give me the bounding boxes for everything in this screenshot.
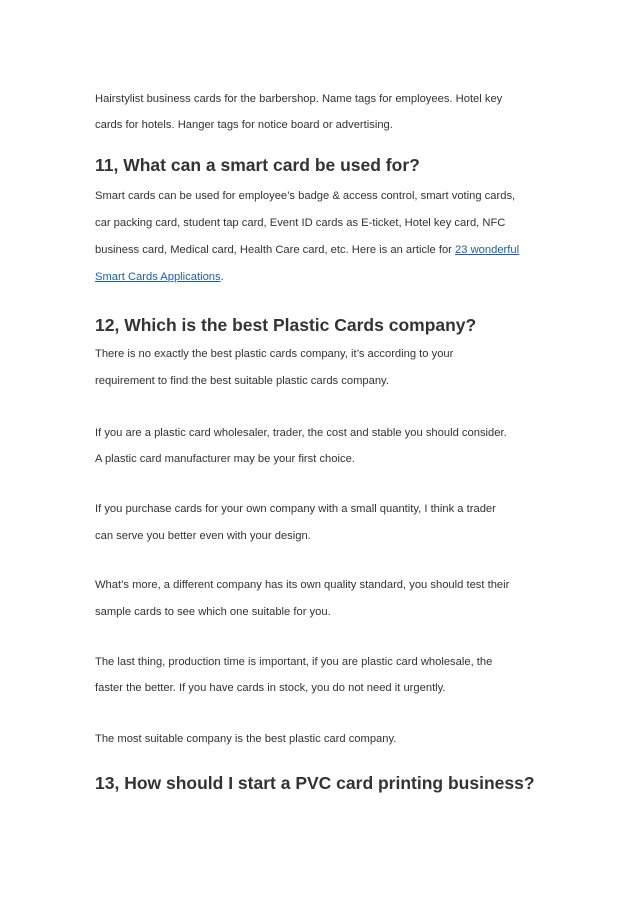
intro-line-1: Hairstylist business cards for the barbershop. Name tags for employees. Hotel key — [95, 93, 503, 105]
section-12-p3-line-2: can serve you better even with your design. — [95, 530, 311, 542]
smart-cards-article-link-cont[interactable]: Smart Cards Applications — [95, 271, 221, 283]
section-12-p6-line-1: The most suitable company is the best plastic card company. — [95, 733, 397, 745]
section-12-p1-line-1: There is no exactly the best plastic cards company, it’s according to your — [95, 348, 454, 360]
section-12-p5-line-1: The last thing, production time is important, if you are plastic card wholesale, the — [95, 656, 493, 668]
section-12-p2-line-2: A plastic card manufacturer may be your first choice. — [95, 453, 355, 465]
section-11-line-4-tail: . — [220, 271, 224, 283]
section-11-line-3 — [95, 243, 519, 257]
section-11-line-3-text: business card, Medical card, Health Care card, etc. Here is an article for — [95, 244, 456, 256]
section-12-p1-line-2: requirement to find the best suitable plastic cards company. — [95, 375, 389, 387]
section-12-p3-line-1: If you purchase cards for your own company with a small quantity, I think a trader — [95, 503, 496, 515]
section-11-line-2: car packing card, student tap card, Event ID cards as E-ticket, Hotel key card, NFC — [95, 217, 506, 229]
smart-cards-article-link[interactable]: 23 wonderful — [455, 244, 520, 256]
intro-line-2: cards for hotels. Hanger tags for notice board or advertising. — [95, 119, 393, 131]
section-12-p5-line-2: faster the better. If you have cards in stock, you do not need it urgently. — [95, 682, 446, 694]
section-12-p2-line-1: If you are a plastic card wholesaler, trader, the cost and stable you should consider. — [95, 427, 507, 439]
section-13-heading: 13, How should I start a PVC card printing business? — [95, 773, 535, 793]
section-11-line-4 — [95, 270, 224, 284]
section-12-p4-line-1: What’s more, a different company has its own quality standard, you should test their — [95, 579, 510, 591]
section-11-heading: 11, What can a smart card be used for? — [95, 155, 420, 175]
section-12-p4-line-2: sample cards to see which one suitable for you. — [95, 606, 331, 618]
section-12-heading: 12, Which is the best Plastic Cards company? — [95, 315, 477, 335]
section-11-line-1: Smart cards can be used for employee’s badge & access control, smart voting cards, — [95, 190, 516, 202]
